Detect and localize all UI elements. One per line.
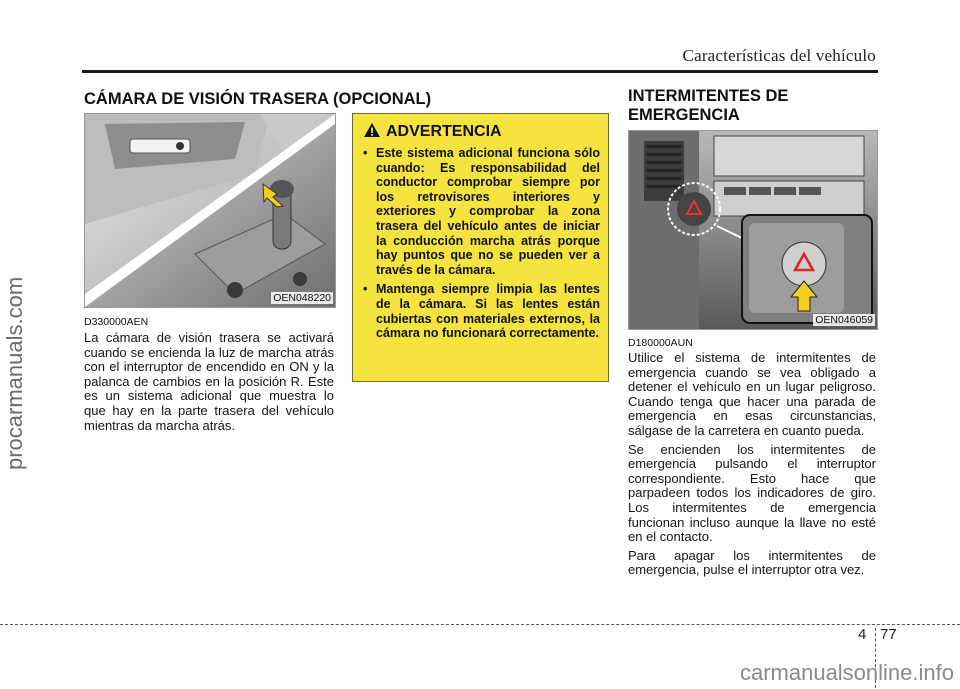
page-number: 77 xyxy=(880,626,897,643)
warning-item-text: Este sistema adicional funciona sólo cuando: Es responsabilidad del conductor comprobar siempre por los retrovisores interiores y exteriores y comprobar la zona trasera del vehículo antes de iniciar la conducción marcha atrás porque hay puntos que no se pueden ver a través de la cámara. xyxy=(376,146,600,277)
section-title-hazard-line1: INTERMITENTES DE xyxy=(628,87,789,105)
chapter-number: 4 xyxy=(858,626,867,643)
warning-title: ADVERTENCIA xyxy=(386,123,502,140)
watermark-left: procarmanuals.com xyxy=(2,276,27,470)
section-title-rear-camera: CÁMARA DE VISIÓN TRASERA (OPCIONAL) xyxy=(84,90,432,108)
left-section-code: D330000AEN xyxy=(84,316,149,328)
rear-camera-photo xyxy=(84,113,336,308)
hazard-photo-label: OEN046059 xyxy=(815,314,873,326)
right-paragraph: Se encienden los intermitentes de emergencia pulsando el interruptor correspondiente. Esto hace que parpadeen todos los indicadores de giro. Los intermitentes de emergencia funcionan incluso aunque la llave no esté en el contacto. xyxy=(628,441,876,545)
right-paragraph: Utilice el sistema de intermitentes de emergencia cuando se vea obligado a detener el vehículo en un lugar peligroso. Cuando tenga que hacer una parada de emergencia en esas circunstancias, sálgase de la carretera en cuanto pueda. xyxy=(628,350,876,438)
warning-list xyxy=(363,146,600,346)
rear-camera-photo-label: OEN048220 xyxy=(273,292,331,304)
rear-camera-illustration xyxy=(85,114,335,307)
bullet-icon: • xyxy=(363,282,368,297)
right-section-body xyxy=(628,351,876,582)
warning-triangle-icon xyxy=(363,122,381,138)
right-paragraph: Para apagar los intermitentes de emergencia, pulse el interruptor otra vez. xyxy=(628,547,876,578)
warning-item-text: Mantenga siempre limpia las lentes de la cámara. Si las lentes están cubiertas con materiales externos, la cámara no funcionará correctamente. xyxy=(376,282,600,341)
hazard-switch-photo xyxy=(628,130,878,330)
hazard-switch-illustration xyxy=(629,131,877,329)
watermark-bottom: carmanualsonline.info xyxy=(739,660,954,685)
bullet-icon: • xyxy=(363,146,368,160)
footer-rule xyxy=(0,624,960,625)
header-rule xyxy=(82,70,878,73)
running-header: Características del vehículo xyxy=(682,46,876,65)
warning-item xyxy=(363,282,600,340)
section-title-hazard-line2: EMERGENCIA xyxy=(628,106,740,124)
warning-box xyxy=(352,113,609,382)
warning-item xyxy=(363,146,600,277)
left-section-paragraph: La cámara de visión trasera se activará cuando se encienda la luz de marcha atrás con el interruptor de encendido en ON y la palanca de cambios en la posición R. Este es un sistema adicional que muestra lo que hay en la parte trasera del vehículo mientras da marcha atrás. xyxy=(84,330,334,433)
right-section-code: D180000AUN xyxy=(628,337,693,349)
